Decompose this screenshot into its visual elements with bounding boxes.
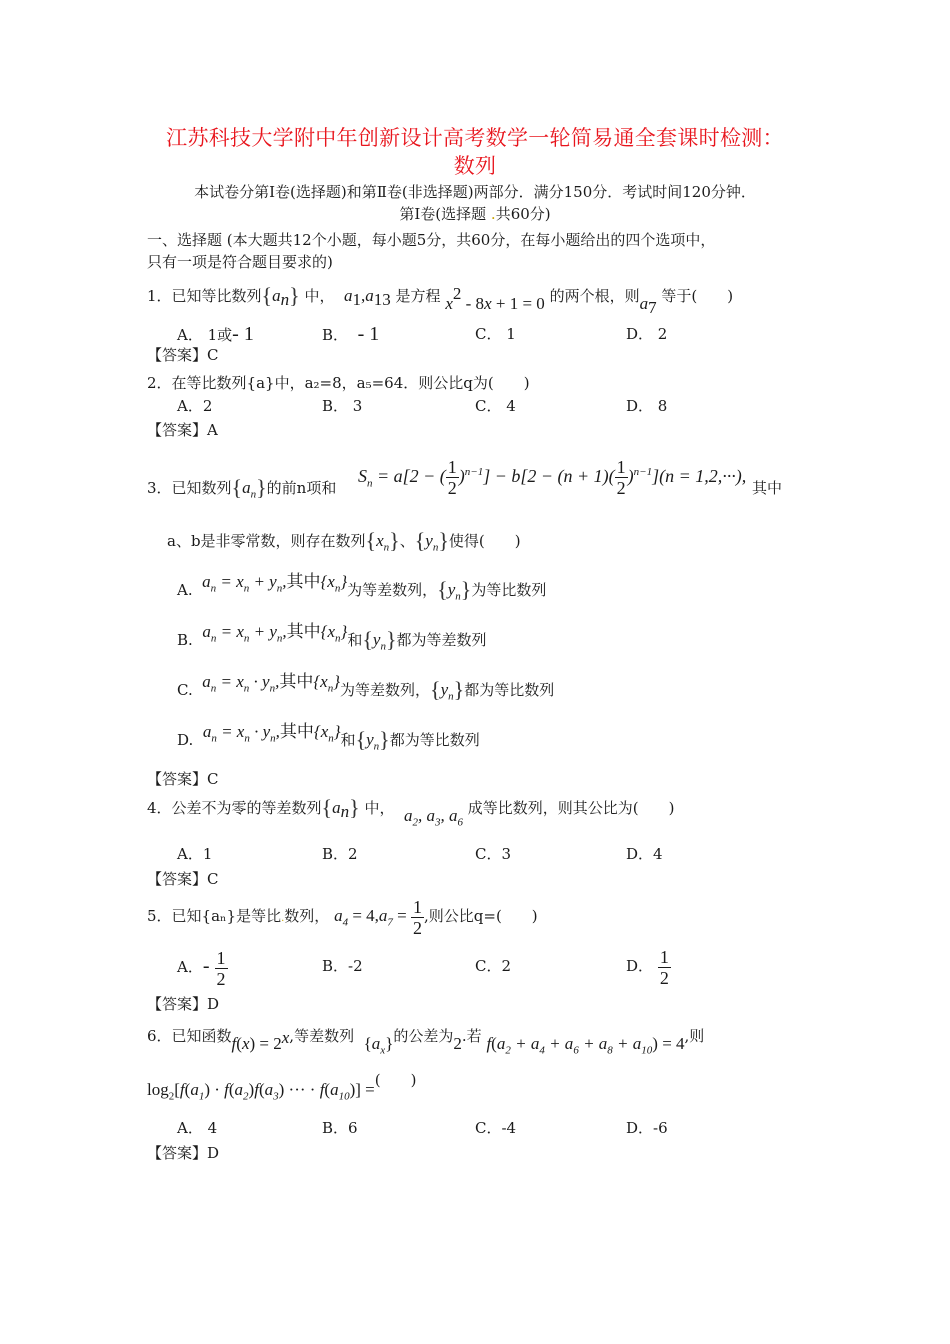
q4-option-c: C．3 — [475, 845, 512, 863]
q3-option-a: A. $a_n = x_n + y_n$,其中$\{x_n\}$为等差数列，$\{y_n\}$为等比数列 — [177, 572, 547, 603]
question-2: 2．在等比数列{a}中，a₂=8，a₅=64．则公比q为( ) — [147, 374, 530, 392]
question-6: 6．已知函数$f(x) = 2^x$,等差数列 $\{a_x\}$的公差为2.若 $f(a_2 + a_4 + a_6 + a_8 + a_{10}) = 4$,则 — [147, 1027, 705, 1057]
q1-option-b: B． - 1 — [322, 323, 380, 345]
q2-option-d: D． 8 — [626, 397, 668, 415]
q4-option-d: D．4 — [626, 845, 663, 863]
q5-answer: 【答案】D — [147, 995, 220, 1013]
q5-option-c: C．2 — [475, 957, 512, 975]
question-3-label: 3．已知数列$\{a_n\}$的前n项和 — [147, 475, 337, 501]
q2-answer: 【答案】A — [147, 421, 218, 439]
q3-tail: 其中 — [752, 479, 783, 497]
part-one-heading — [0, 204, 950, 224]
document-title-line2: 数列 — [453, 154, 497, 178]
q4-answer: 【答案】C — [147, 870, 219, 888]
stray-dot: . — [486, 205, 496, 223]
q5-option-b: B．-2 — [322, 957, 363, 975]
question-5: 5．已知{aₙ}是等比.数列， $a_4 = 4,a_7$ = $\frac{1}{2}$ ,则公比q=( ) — [147, 896, 538, 938]
q3-option-c: C. $a_n = x_n \cdot y_n$,其中$\{x_n\}$为等差数列，$\{y_n\}$都为等比数列 — [177, 672, 555, 703]
q6-expression: $\log_2[f(a_1) \cdot f(a_2)f(a_3)$ ··· · $f(a_{10})$] =( ) — [147, 1071, 417, 1103]
q1-option-c: C． 1 — [475, 325, 516, 343]
q3-answer: 【答案】C — [147, 770, 219, 788]
q3-sum-formula: $S_n = a[2$ − ( $\frac{1}{2}$ )$^{n-1}$] − b[2 − (n + 1)( $\frac{1}{2}$ )$^{n-1}$](n = 1,2,···), — [358, 457, 747, 499]
q3-option-d: D. $a_n = x_n \cdot y_n$,其中$\{x_n\}$和$\{y_n\}$都为等比数列 — [177, 722, 480, 753]
q6-option-b: B．6 — [322, 1119, 358, 1137]
q6-option-d: D．-6 — [626, 1119, 668, 1137]
q4-option-b: B．2 — [322, 845, 358, 863]
exam-intro: 本试卷分第Ⅰ卷(选择题)和第Ⅱ卷(非选择题)两部分．满分150分．考试时间120分钟． — [194, 183, 756, 201]
section-heading-line1: 一、选择题 (本大题共12个小题，每小题5分，共60分，在每小题给出的四个选项中， — [147, 231, 716, 249]
section-heading-line2: 只有一项是符合题目要求的) — [147, 253, 333, 271]
q5-option-a: A．- $\frac{1}{2}$ — [177, 947, 226, 989]
q2-option-a: A．2 — [177, 397, 213, 415]
q1-option-d: D． 2 — [626, 325, 668, 343]
question-1: 1．已知等比数列$\{a_n\}$ 中， $a_1,a_{13}$ 是方程 $x^2 - 8x + 1 = 0$ 的两个根，则$a_7$ 等于( ) — [147, 283, 734, 317]
q6-option-c: C．-4 — [475, 1119, 517, 1137]
q3-line2: a、b是非零常数，则存在数列$\{x_n\}$、$\{y_n\}$使得( ) — [167, 528, 521, 554]
q5-option-d: D． $\frac{1}{2}$ — [626, 946, 669, 988]
q2-option-b: B． 3 — [322, 397, 363, 415]
part-one-label: 第Ⅰ卷(选择题 — [399, 205, 487, 223]
q1-option-a: A． 1或- 1 — [177, 323, 254, 345]
q6-option-a: A． 4 — [177, 1119, 218, 1137]
document-title-line1: 江苏科技大学附中年创新设计高考数学一轮简易通全套课时检测： — [166, 126, 784, 150]
question-4: 4．公差不为零的等差数列$\{a_n\}$ 中， $a_2$, $a_3$, $a_6$ 成等比数列，则其公比为( ) — [147, 795, 675, 829]
q4-option-a: A．1 — [177, 845, 213, 863]
q3-option-b: B. $a_n = x_n + y_n$,其中$\{x_n\}$和$\{y_n\}$都为等差数列 — [177, 622, 487, 653]
q2-option-c: C． 4 — [475, 397, 516, 415]
q6-answer: 【答案】D — [147, 1144, 220, 1162]
q1-answer: 【答案】C — [147, 346, 219, 364]
part-one-tail: 共60分) — [495, 205, 551, 223]
